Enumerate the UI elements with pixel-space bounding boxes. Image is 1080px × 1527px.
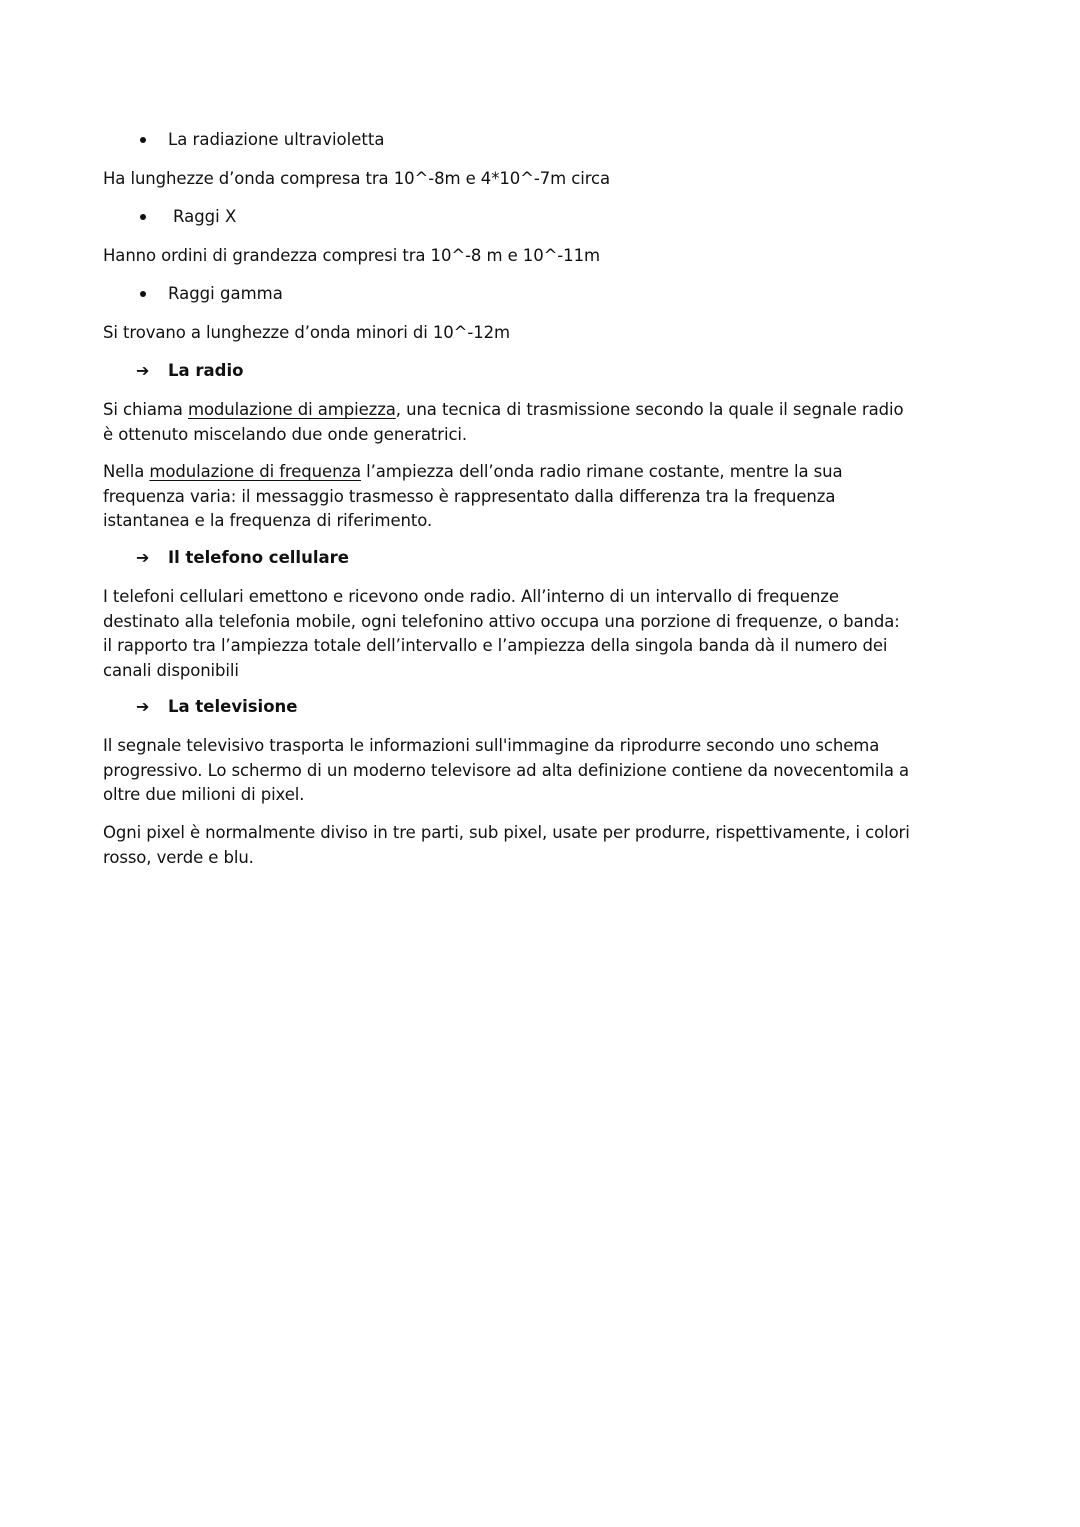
term-frequency-modulation: modulazione di frequenza [149, 462, 362, 481]
term-amplitude-modulation: modulazione di ampiezza [187, 400, 396, 419]
bullet-dot [140, 291, 146, 297]
bullet-dot [140, 137, 146, 143]
radio-p1-line-2: è ottenuto miscelando due onde generatrici. [103, 424, 468, 444]
tv-paragraph-2 [103, 821, 983, 870]
tv-p2-line-1: Ogni pixel è normalmente diviso in tre parti, sub pixel, usate per produrre, rispettivamente, i colori [103, 823, 910, 842]
radio-paragraph-1 [103, 398, 983, 447]
radio-p2-line-2: frequenza varia: il messaggio trasmesso è rappresentato dalla differenza tra la frequenza [103, 486, 836, 506]
radio-paragraph-2 [103, 460, 983, 534]
phone-line-4: canali disponibili [103, 660, 239, 680]
radio-p1-line-1: Si chiama modulazione di ampiezza, una tecnica di trasmissione secondo la quale il segnale radio [103, 400, 904, 419]
tv-p1-line-2: progressivo. Lo schermo di un moderno televisore ad alta definizione contiene da novecentomila a [103, 760, 909, 780]
tv-p1-line-1: Il segnale televisivo trasporta le informazioni sull'immagine da riprodurre secondo uno schema [103, 736, 880, 755]
arrow-right-icon: ➔ [136, 548, 150, 567]
heading-phone: Il telefono cellulare [168, 548, 349, 567]
phone-line-3: il rapporto tra l’ampiezza totale dell’intervallo e l’ampiezza della singola banda dà il numero dei [103, 636, 888, 655]
heading-radio: La radio [168, 361, 244, 380]
bullet-xray: Raggi X [173, 207, 237, 226]
arrow-right-icon: ➔ [136, 697, 150, 716]
bullet-gamma: Raggi gamma [168, 284, 283, 303]
tv-paragraph-1 [103, 734, 983, 808]
uv-description: Ha lunghezze d’onda compresa tra 10^-8m e 4*10^-7m circa [103, 169, 610, 188]
tv-p2-line-2: rosso, verde e blu. [103, 847, 254, 867]
radio-p2-line-1: Nella modulazione di frequenza l’ampiezza dell’onda radio rimane costante, mentre la sua [103, 462, 843, 481]
heading-tv: La televisione [168, 697, 298, 716]
phone-line-2: destinato alla telefonia mobile, ogni telefonino attivo occupa una porzione di frequenze, o banda: [103, 611, 900, 631]
radio-p2-line-3: istantanea e la frequenza di riferimento. [103, 511, 433, 530]
tv-p1-line-3: oltre due milioni di pixel. [103, 785, 305, 804]
arrow-right-icon: ➔ [136, 361, 150, 380]
bullet-dot [140, 214, 146, 220]
gamma-description: Si trovano a lunghezze d’onda minori di 10^-12m [103, 323, 510, 342]
phone-line-1: I telefoni cellulari emettono e ricevono onde radio. All’interno di un intervallo di frequenze [103, 587, 839, 606]
phone-paragraph [103, 585, 983, 683]
bullet-uv: La radiazione ultravioletta [168, 130, 385, 149]
xray-description: Hanno ordini di grandezza compresi tra 10^-8 m e 10^-11m [103, 246, 600, 265]
